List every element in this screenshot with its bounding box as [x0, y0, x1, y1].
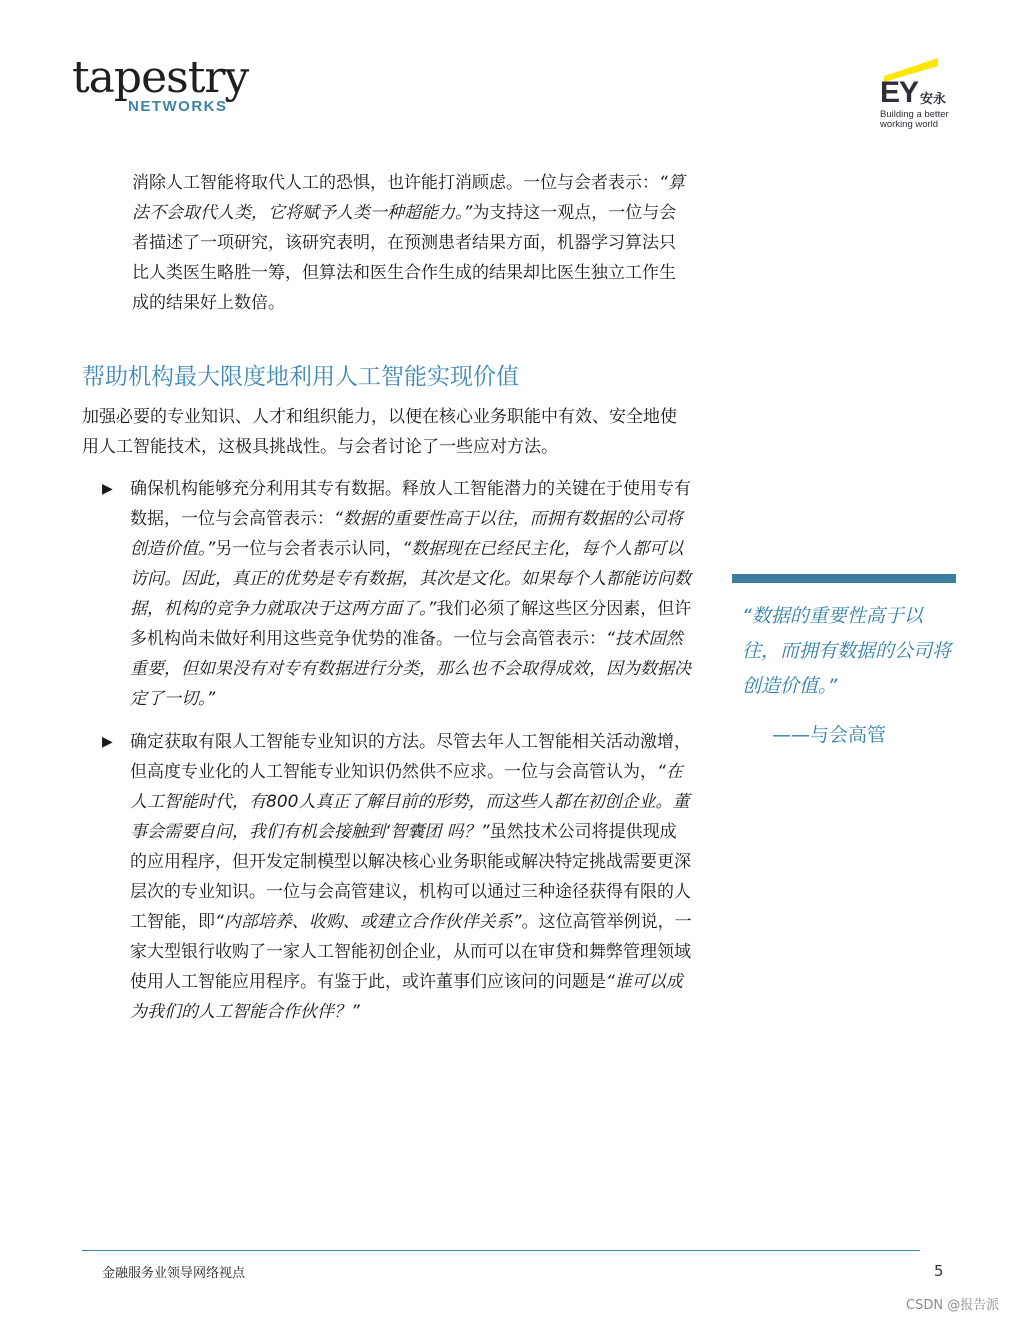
ey-mark: EY — [880, 76, 919, 109]
list-item — [82, 474, 692, 714]
bullet-quote: “数据现在已经民主化，每个人都可以访问。因此，真正的优势是专有数据，其次是文化。如果每个人都能访问数据，机构的竞争力就取决于这两方面了。” — [130, 539, 691, 619]
page-number: 5 — [934, 1262, 944, 1280]
list-item — [82, 727, 692, 1027]
ey-chinese-name: 安永 — [920, 92, 947, 107]
pull-quote-attribution: ——与会高管 — [772, 724, 887, 746]
intro-text-2: 为支持这一观点，一位与会者描述了一项研究，该研究表明，在预测患者结果方面，机器学习算法只比人类医生略胜一筹，但算法和医生合作生成的结果却比医生独立工作生成的结果好上数倍。 — [132, 203, 677, 313]
watermark: CSDN @报告派 — [906, 1298, 1000, 1313]
logo-subtitle: NETWORKS — [128, 98, 228, 115]
bullet-text: 我们必须了解这些区分因素，但许多机构尚未做好利用这些竞争优势的准备。一位与会高管表示： — [130, 599, 692, 649]
bullet-text: 另一位与会者表示认同， — [215, 539, 403, 559]
bullet-text: 虽然技术公司将提供现成的应用程序，但开发定制模型以解决核心业务职能或解决特定挑战需要更深层次的专业知识。一位与会高管建议，机构可以通过三种途径获得有限的人工智能，即 — [130, 822, 691, 932]
bullet-list — [82, 474, 692, 1027]
section-intro: 加强必要的专业知识、人才和组织能力，以便在核心业务职能中有效、安全地使用人工智能技术，这极具挑战性。与会者讨论了一些应对方法。 — [82, 407, 677, 457]
logo-wordmark: tapestry — [72, 52, 249, 103]
bullet-text: 确定获取有限人工智能专业知识的方法。尽管去年人工智能相关活动激增，但高度专业化的人工智能专业知识仍然供不应求。一位与会高管认为， — [130, 732, 691, 782]
footer-title: 金融服务业领导网络视点 — [102, 1266, 246, 1281]
ey-logo — [878, 46, 978, 136]
bullet-text: 。这位高管举例说，一家大型银行收购了一家人工智能初创企业，从而可以在审贷和舞弊管理领域使用人工智能应用程序。有鉴于此，或许董事们应该问的问题是 — [130, 912, 692, 992]
bullet-text: 确保机构能够充分利用其专有数据。释放人工智能潜力的关键在于使用专有数据，一位与会高管表示： — [130, 479, 691, 529]
intro-quote: “算法不会取代人类，它将赋予人类一种超能力。” — [132, 173, 685, 223]
intro-text-1: 消除人工智能将取代人工的恐惧，也许能打消顾虑。一位与会者表示： — [132, 173, 659, 193]
triangle-bullet-icon: ▶ — [102, 481, 113, 497]
triangle-bullet-icon: ▶ — [102, 734, 113, 750]
ey-tagline: Building a better working world — [880, 109, 949, 130]
bullet-quote: “数据的重要性高于以往，而拥有数据的公司将创造价值。” — [130, 509, 683, 559]
pull-quote: “数据的重要性高于以往，而拥有数据的公司将创造价值。” — [742, 605, 952, 697]
bullet-quote: “谁可以成为我们的人工智能合作伙伴？” — [130, 972, 683, 1022]
bullet-quote: “内部培养、收购、或建立合作伙伴关系” — [215, 912, 522, 932]
tapestry-networks-logo — [72, 54, 292, 126]
bullet-quote: “技术固然重要，但如果没有对专有数据进行分类，那么也不会取得成效，因为数据决定了一切。” — [130, 629, 691, 709]
sidebar-rule — [732, 574, 956, 583]
footer-divider — [82, 1250, 920, 1251]
intro-paragraph — [82, 168, 692, 318]
bullet-quote: “在人工智能时代，有800人真正了解目前的形势，而这些人都在初创企业。董事会需要自问，我们有机会接触到‘智囊团 吗？” — [130, 762, 690, 842]
pull-quote-sidebar — [732, 574, 956, 747]
section-heading: 帮助机构最大限度地利用人工智能实现价值 — [82, 364, 519, 390]
main-content — [82, 168, 692, 1040]
